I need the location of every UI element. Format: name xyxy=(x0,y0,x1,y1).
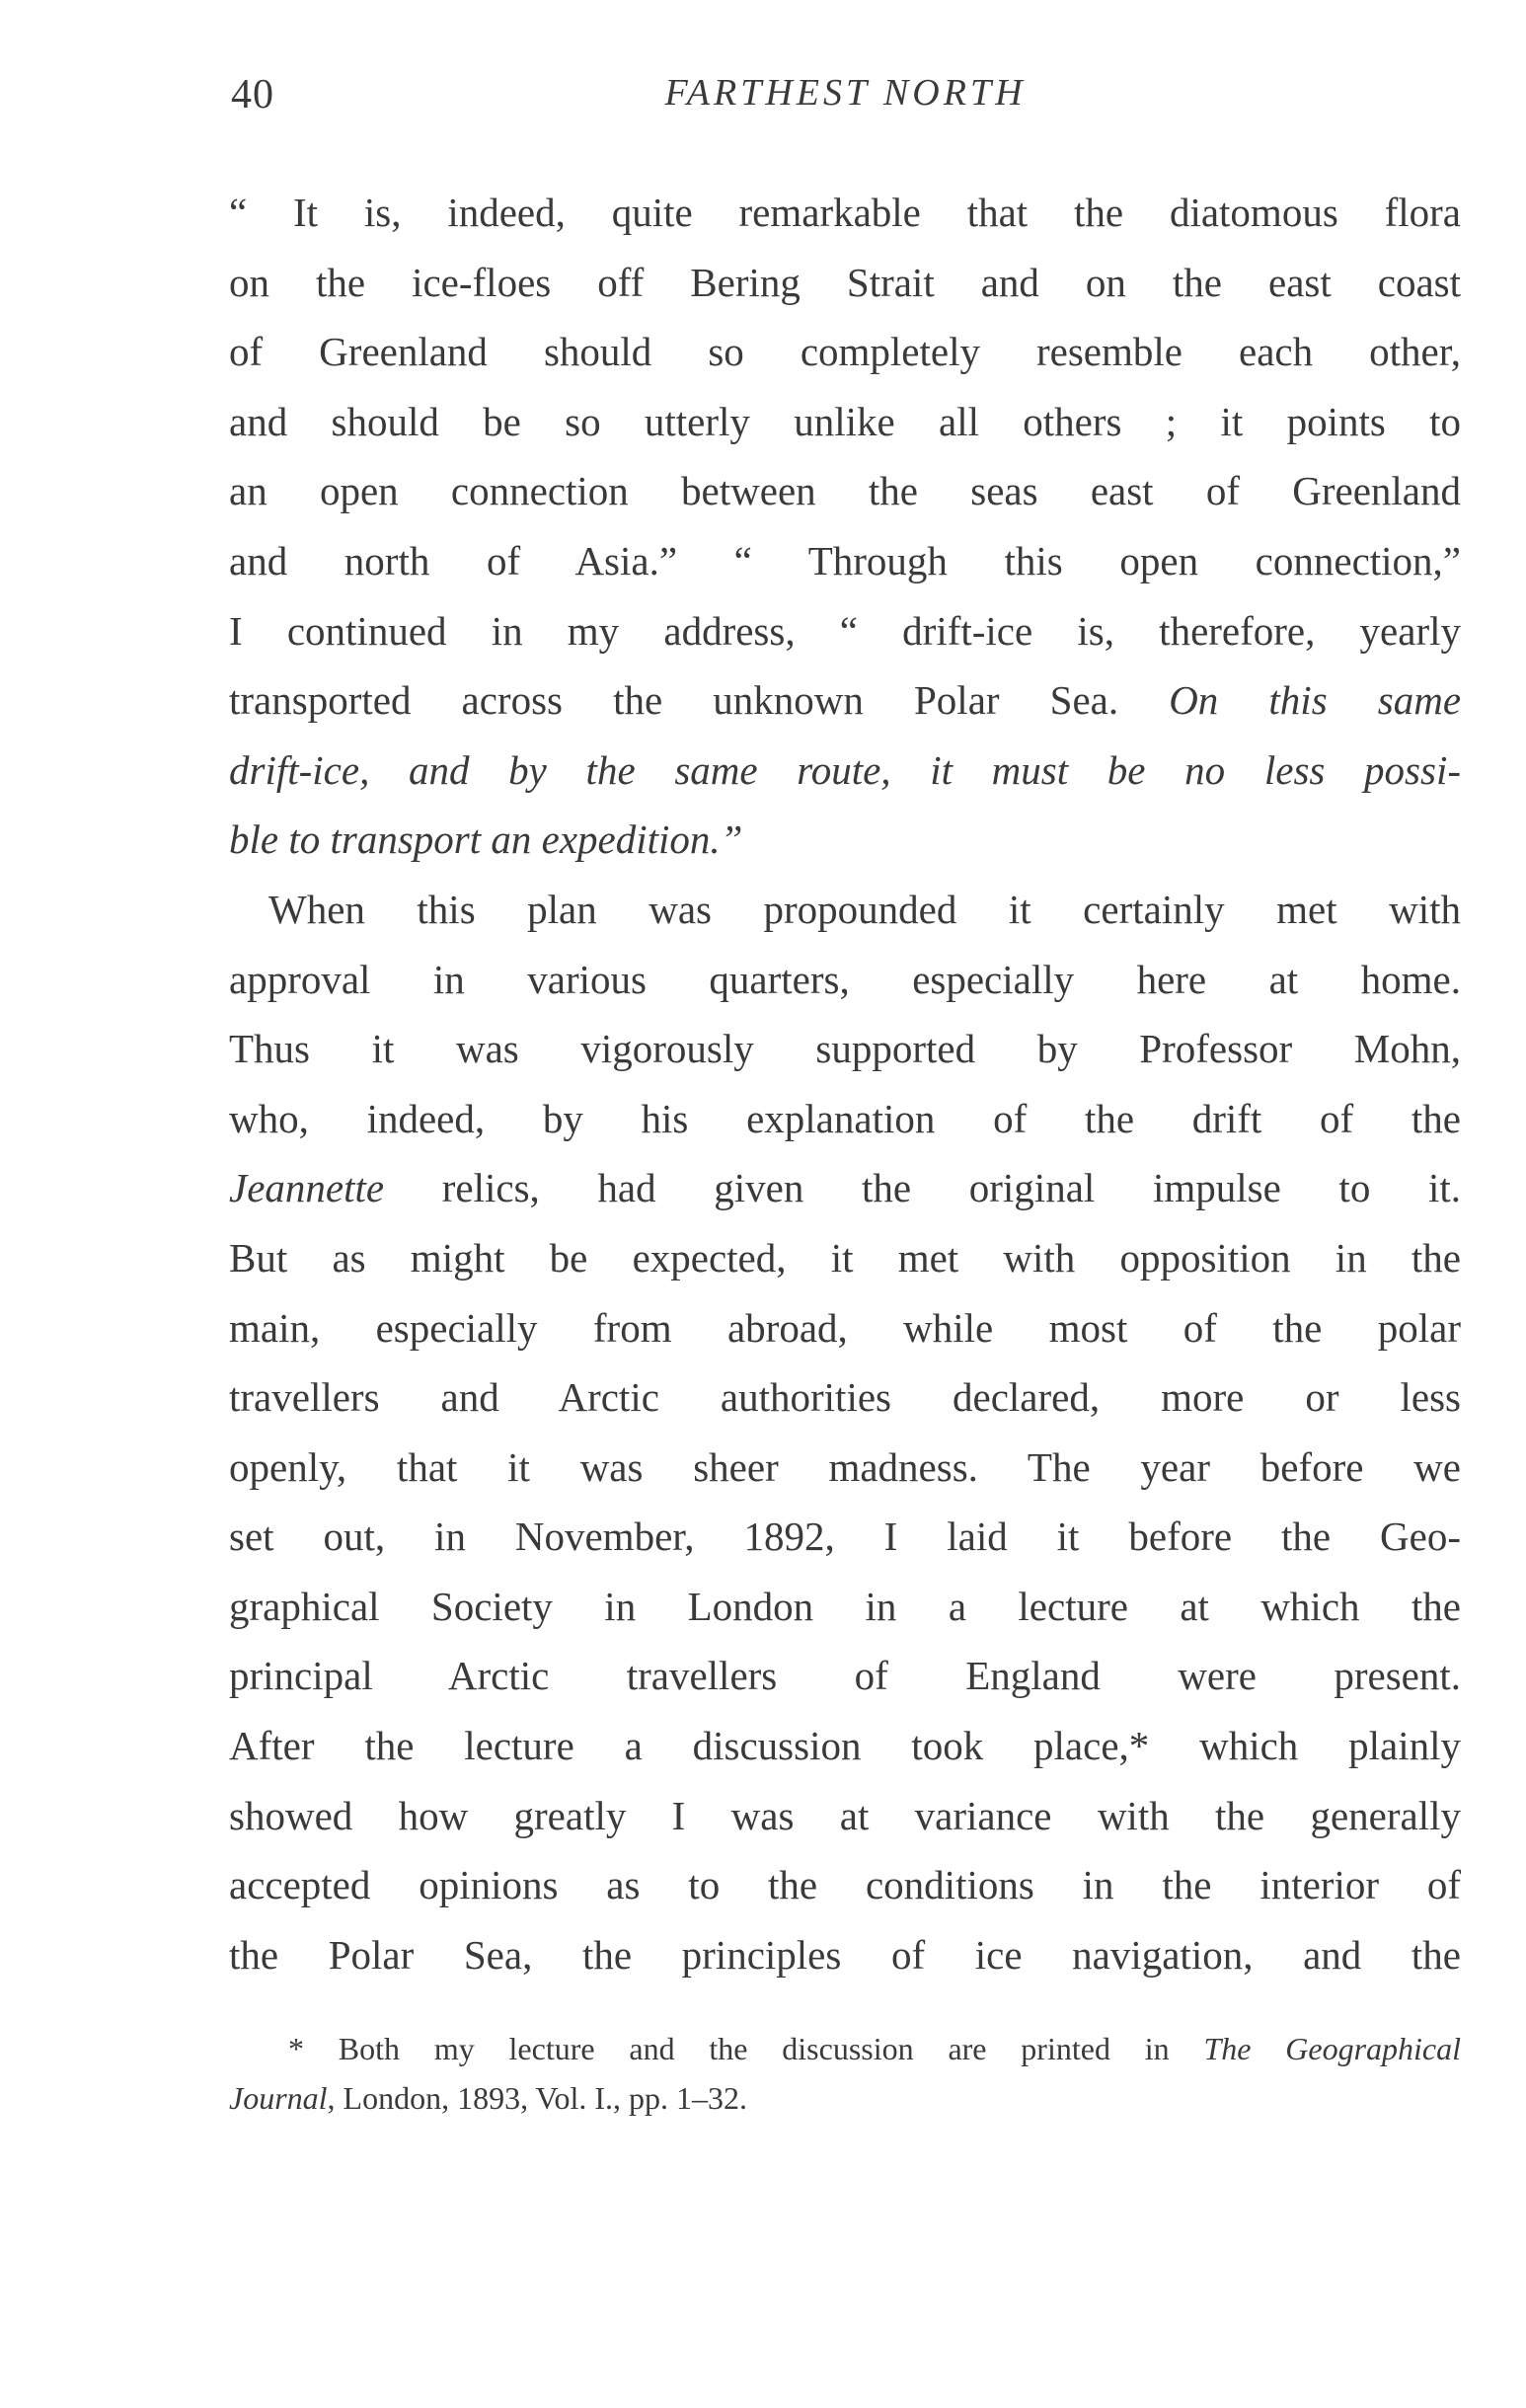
italic-segment: On this same xyxy=(1169,677,1462,724)
footnote xyxy=(229,2024,1461,2123)
body-text xyxy=(229,178,1461,1989)
footnote-text: * Both my lecture and the discussion are printed in xyxy=(288,2031,1170,2066)
italic-segment: drift-ice, and by the same route, it must be no less possi- xyxy=(229,746,1461,793)
text-line xyxy=(229,1153,1461,1223)
running-title: FARTHEST NORTH xyxy=(664,72,1027,114)
text-line: who, indeed, by his explanation of the drift of the xyxy=(229,1095,1461,1141)
footnote-journal-title: Journal xyxy=(229,2080,328,2116)
text-line: travellers and Arctic authorities declared, more or less xyxy=(229,1374,1461,1421)
footnote-journal-title: The Geographical xyxy=(1203,2031,1462,2066)
paragraph-start-line: When this plan was propounded it certainly met with xyxy=(268,886,1461,932)
text-line: approval in various quarters, especially here at home. xyxy=(229,956,1461,1002)
page-number: 40 xyxy=(231,72,274,117)
text-line: an open connection between the seas east of Greenland xyxy=(229,468,1461,514)
italic-segment: ble to transport an expedition.” xyxy=(229,816,743,863)
text-line: showed how greatly I was at variance with the generally xyxy=(229,1792,1461,1838)
text-line: But as might be expected, it met with opposition in the xyxy=(229,1234,1461,1281)
text-line: I continued in my address, “ drift-ice is, therefore, yearly xyxy=(229,607,1461,654)
text-line-italic xyxy=(229,805,1461,875)
ship-name: Jeannette xyxy=(229,1165,385,1211)
text-line: on the ice-floes off Bering Strait and on the east coast xyxy=(229,259,1461,305)
footnote-text: , London, 1893, Vol. I., pp. 1–32. xyxy=(327,2080,748,2116)
text-line-italic xyxy=(229,736,1461,806)
text-line: main, especially from abroad, while most of the polar xyxy=(229,1304,1461,1351)
text-line: accepted opinions as to the conditions in the interior of xyxy=(229,1862,1461,1908)
text-line: graphical Society in London in a lecture at which the xyxy=(229,1583,1461,1629)
text-line: the Polar Sea, the principles of ice navigation, and the xyxy=(229,1931,1461,1978)
footnote-line xyxy=(229,2024,1461,2073)
text-line xyxy=(229,665,1461,736)
text-line: After the lecture a discussion took place,* which plainly xyxy=(229,1723,1461,1769)
text-line: of Greenland should so completely resemble each other, xyxy=(229,329,1461,375)
footnote-line xyxy=(229,2073,1461,2123)
text-line: Thus it was vigorously supported by Professor Mohn, xyxy=(229,1026,1461,1072)
text-line: principal Arctic travellers of England were present. xyxy=(229,1653,1461,1699)
page-header xyxy=(231,71,1460,130)
text-line: set out, in November, 1892, I laid it before the Geo- xyxy=(229,1514,1461,1560)
text-line: “ It is, indeed, quite remarkable that the diatomous flora xyxy=(229,190,1461,235)
text-line: openly, that it was sheer madness. The year before we xyxy=(229,1443,1461,1490)
text-line: and north of Asia.” “ Through this open connection,” xyxy=(229,537,1461,583)
text-segment: relics, had given the original impulse to it. xyxy=(441,1165,1462,1211)
text-segment: transported across the unknown Polar Sea. xyxy=(229,677,1119,724)
text-line: and should be so utterly unlike all others ; it points to xyxy=(229,398,1461,444)
